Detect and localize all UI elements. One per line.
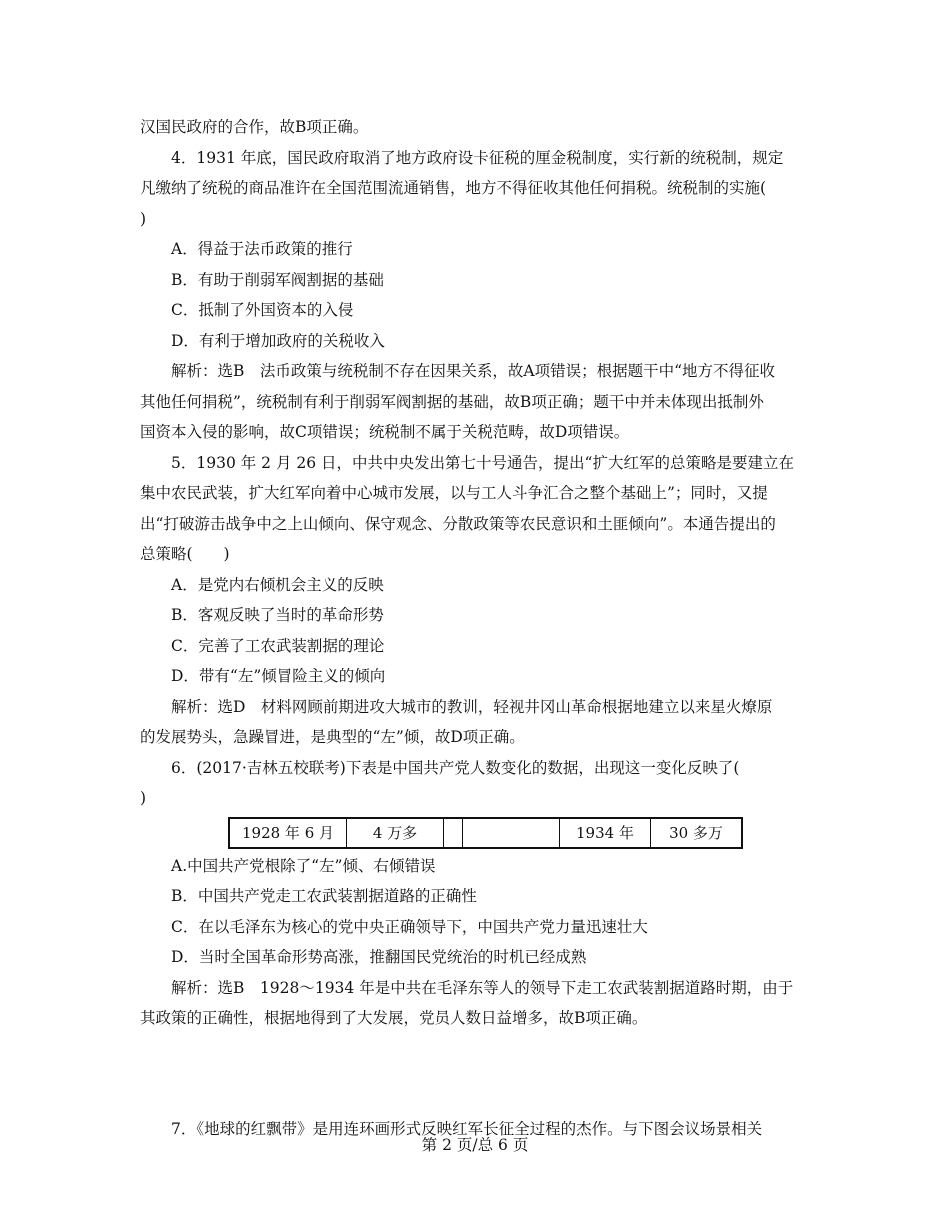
question-4-option-b: B．有助于削弱军阀割据的基础	[171, 270, 384, 289]
table-cell: 1934 年	[560, 818, 651, 848]
question-6-stem: )	[140, 789, 147, 807]
question-6-stem: 6．(2017·吉林五校联考)下表是中国共产党人数变化的数据，出现这一变化反映了(	[171, 758, 740, 777]
page-footer: 第 2 页/总 6 页	[421, 1136, 529, 1154]
question-6-analysis: 其政策的正确性，根据地得到了大发展，党员人数日益增多，故B项正确。	[140, 1009, 648, 1027]
question-5-analysis: 解析：选D 材料网顾前期进攻大城市的教训，轻视井冈山革命根据地建立以来星火燎原	[171, 697, 773, 716]
question-5-option-c: C．完善了工农武装割据的理论	[171, 636, 385, 655]
question-5-option-a: A．是党内右倾机会主义的反映	[171, 575, 384, 594]
table-cell	[444, 818, 463, 848]
question-5-stem: 5．1930 年 2 月 26 日，中共中央发出第七十号通告，提出“扩大红军的总策略是要建立在	[171, 453, 794, 472]
question-5-stem: 总策略( )	[140, 545, 230, 563]
question-6-option-d: D．当时全国革命形势高涨，推翻国民党统治的时机已经成熟	[171, 948, 587, 966]
question-5-option-b: B．客观反映了当时的革命形势	[171, 606, 384, 624]
question-6-option-b: B．中国共产党走工农武装割据道路的正确性	[171, 887, 477, 905]
question-5-stem: 集中农民武装，扩大红军向着中心城市发展，以与工人斗争汇合之整个基础上”；同时，又提	[140, 484, 768, 502]
question-5-stem: 出“打破游击战争中之上山倾向、保守观念、分散政策等农民意识和土匪倾向”。本通告提出的	[140, 514, 776, 533]
question-4-option-d: D．有利于增加政府的关税收入	[171, 331, 385, 350]
page-content	[140, 112, 812, 1144]
question-6-analysis: 解析：选B 1928～1934 年是中共在毛泽东等人的领导下走工农武装割据道路时期，由于	[171, 978, 794, 997]
table-cell: 30 多万	[651, 818, 743, 848]
question-4-option-c: C．抵制了外国资本的入侵	[171, 301, 354, 319]
question-4-stem: 4．1931 年底，国民政府取消了地方政府设卡征税的厘金税制度，实行新的统税制，规定	[171, 148, 784, 167]
table-row	[229, 818, 742, 848]
question-4-option-a: A．得益于法币政策的推行	[171, 240, 353, 258]
question-7-stem: 7．《地球的红飘带》是用连环画形式反映红军长征全过程的杰作。与下图会议场景相关	[171, 1119, 763, 1138]
party-membership-table	[228, 817, 743, 849]
question-5-analysis: 的发展势头，急躁冒进，是典型的“左”倾，故D项正确。	[140, 728, 525, 746]
table-cell: 1928 年 6 月	[229, 818, 347, 848]
question-4-analysis: 解析：选B 法币政策与统税制不存在因果关系，故A项错误；根据题干中“地方不得征收	[171, 362, 776, 380]
question-5-option-d: D．带有“左”倾冒险主义的倾向	[171, 667, 386, 685]
question-4-analysis: 国资本入侵的影响，故C项错误；统税制不属于关税范畴，故D项错误。	[140, 423, 630, 441]
table-cell: 4 万多	[347, 818, 444, 848]
question-4-stem: 凡缴纳了统税的商品准许在全国范围流通销售，地方不得征收其他任何捐税。统税制的实施(	[140, 179, 767, 197]
question-6-option-a: A.中国共产党根除了“左”倾、右倾错误	[171, 856, 436, 875]
question-4-analysis: 其他任何捐税”，统税制有利于削弱军阀割据的基础，故B项正确；题干中并未体现出抵制外	[140, 392, 764, 411]
spacer	[140, 1034, 812, 1114]
question-4-stem: )	[140, 209, 147, 228]
text-line: 汉国民政府的合作，故B项正确。	[140, 118, 369, 136]
table-cell	[463, 818, 560, 848]
question-6-option-c: C．在以毛泽东为核心的党中央正确领导下，中国共产党力量迅速壮大	[171, 917, 648, 936]
